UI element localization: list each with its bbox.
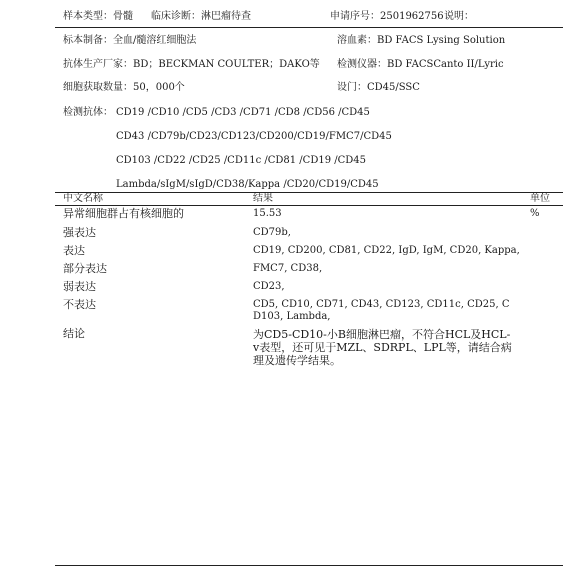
conclusion-text: 为CD5-CD10-小B细胞淋巴瘤，不符合HCL及HCL-v表型，还可见于MZL、SDRPL、LPL等，请结合病理及遗传学结果。 bbox=[253, 328, 512, 367]
instrument: 检测仪器：BD FACSCanto II/Lyric bbox=[337, 59, 504, 70]
row-result: CD19, CD200, CD81, CD22, IgD, IgM, CD20, Kappa, bbox=[253, 245, 520, 256]
request-number: 申请序号：2501962756 bbox=[330, 11, 444, 22]
row-name: 不表达 bbox=[63, 298, 96, 311]
antibody-line-1: CD19 /CD10 /CD5 /CD3 /CD71 /CD8 /CD56 /CD45 bbox=[116, 107, 370, 118]
row-name: 异常细胞群占有核细胞的 bbox=[63, 207, 184, 220]
gating: 设门：CD45/SSC bbox=[337, 82, 420, 93]
row-name: 强表达 bbox=[63, 226, 96, 239]
row-result: FMC7, CD38, bbox=[253, 263, 323, 274]
row-result: 15.53 bbox=[253, 208, 282, 219]
antibody-manufacturer: 抗体生产厂家：BD；BECKMAN COULTER；DAKO等 bbox=[63, 59, 320, 70]
footer-divider bbox=[55, 565, 563, 566]
clinical-diagnosis: 临床诊断：淋巴瘤待查 bbox=[151, 11, 251, 22]
antibody-line-2: CD43 /CD79b/CD23/CD123/CD200/CD19/FMC7/CD45 bbox=[116, 131, 392, 142]
table-top-divider bbox=[55, 192, 563, 193]
note-label: 说明： bbox=[444, 11, 474, 22]
row-name: 弱表达 bbox=[63, 280, 96, 293]
row-name: 结论 bbox=[63, 327, 85, 340]
col-header-result: 结果 bbox=[253, 193, 273, 204]
row-name: 部分表达 bbox=[63, 262, 107, 275]
col-header-unit: 单位 bbox=[530, 193, 550, 204]
lysing-solution: 溶血素：BD FACS Lysing Solution bbox=[337, 35, 506, 46]
sample-type: 样本类型：骨髓 bbox=[63, 11, 133, 22]
row-result: CD79b, bbox=[253, 227, 291, 238]
table-header-divider bbox=[55, 205, 563, 206]
header-divider bbox=[55, 27, 563, 28]
sample-prep: 标本制备：全血/髓溶红细胞法 bbox=[63, 35, 197, 46]
row-name: 表达 bbox=[63, 244, 85, 257]
antibody-line-3: CD103 /CD22 /CD25 /CD11c /CD81 /CD19 /CD45 bbox=[116, 155, 367, 166]
row-unit: % bbox=[530, 208, 540, 219]
col-header-name: 中文名称 bbox=[63, 193, 103, 204]
antibody-label: 检测抗体： bbox=[63, 107, 113, 118]
antibody-line-4: Lambda/sIgM/sIgD/CD38/Kappa /CD20/CD19/CD45 bbox=[116, 179, 379, 190]
row-result: CD5, CD10, CD71, CD43, CD123, CD11c, CD25, CD103, Lambda, bbox=[253, 299, 510, 322]
cell-count: 细胞获取数量：50，000个 bbox=[63, 82, 185, 93]
row-result: CD23, bbox=[253, 281, 285, 292]
